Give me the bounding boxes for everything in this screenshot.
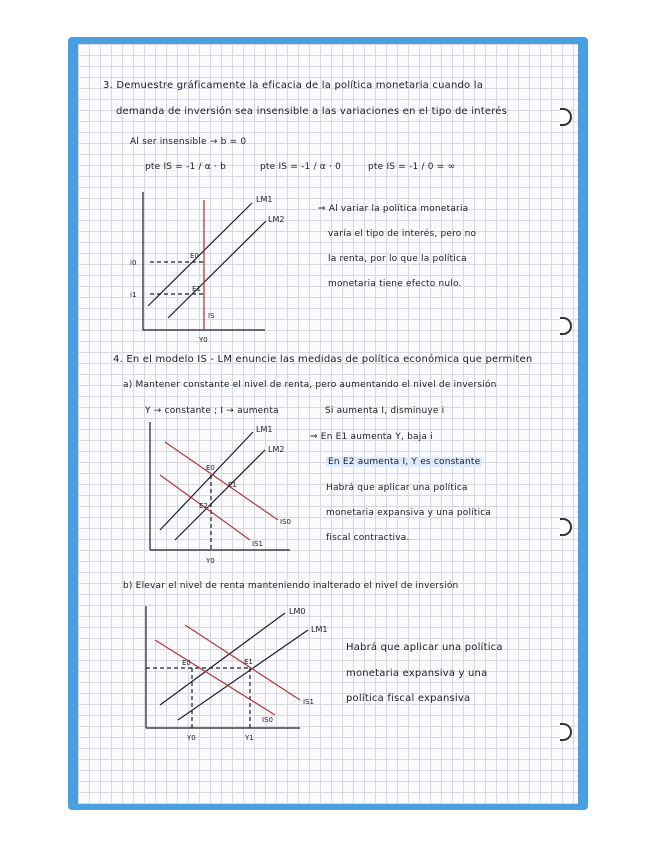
q4b-answer-line: política fiscal expansiva [346,693,471,704]
q3-answer-line: ⇒ Al variar la política monetaria [318,204,469,214]
q4a-answer-line: fiscal contractiva. [326,533,410,543]
q3-i1-label: i1 [130,291,137,299]
q4a-answer-line: monetaria expansiva y una política [326,508,492,518]
q4b-answer-line: monetaria expansiva y una [346,668,488,679]
q4a-lm2-label: LM2 [268,445,285,454]
q4b-lm1-label: LM1 [311,625,328,634]
q4a-answer-line: Habrá que aplicar una política [326,483,468,493]
q4b-is0-label: IS0 [262,716,273,724]
q4a-e1-label: E1 [228,481,237,489]
q3-lm2-label: LM2 [268,215,285,224]
q4-line1: 4. En el modelo IS - LM enuncie las medidas de política económica que permiten [113,354,533,365]
q4b-e0-label: E0 [182,659,191,667]
q3-slope3: pte IS = -1 / 0 = ∞ [368,162,456,172]
q3-answer-line: varía el tipo de interés, pero no [328,229,477,239]
q4a-is1-label: IS1 [252,540,263,548]
q3-is-label: IS [208,312,215,320]
q3-y0-label: Y0 [199,336,208,344]
q3-line1: 3. Demuestre gráficamente la eficacia de la política monetaria cuando la [103,80,484,91]
q4b-title: b) Elevar el nivel de renta manteniendo inalterado el nivel de inversión [123,581,459,591]
q4b-lm0-label: LM0 [289,607,306,616]
q4a-answer-line: ⇒ En E1 aumenta Y, baja i [310,432,433,442]
q3-answer-line: la renta, por lo que la política [328,254,467,264]
q4a-y0-label: Y0 [206,557,215,565]
q4a-condition-1: Y → constante ; I → aumenta [145,406,279,416]
q4b-y1-label: Y1 [245,734,254,742]
q4a-e2-label: E2 [199,502,208,510]
q3-answer-line: monetaria tiene efecto nulo. [328,279,462,289]
q4a-is0-label: IS0 [280,518,291,526]
q3-i0-label: i0 [130,259,137,267]
q4b-is1-label: IS1 [303,698,314,706]
q3-lm1-label: LM1 [256,195,273,204]
q3-slope2: pte IS = -1 / α · 0 [260,162,342,172]
q4a-e0-label: E0 [206,464,215,472]
q3-premise: Al ser insensible → b = 0 [130,137,247,147]
q4b-y0-label: Y0 [187,734,196,742]
q4a-answer-line-highlighted: En E2 aumenta I, Y es constante [328,457,481,467]
q4b-answer-line: Habrá que aplicar una política [346,642,503,653]
q3-e0-label: E0 [190,252,199,260]
q4a-title: a) Mantener constante el nivel de renta, pero aumentando el nivel de inversión [123,380,497,390]
q3-e1-label: E1 [192,285,201,293]
q4b-e1-label: E1 [244,658,253,666]
q4a-condition-2: Si aumenta I, disminuye i [325,406,445,416]
q3-line2: demanda de inversión sea insensible a las variaciones en el tipo de interés [116,106,508,117]
q3-slope1: pte IS = -1 / α · b [145,162,227,172]
q4a-lm1-label: LM1 [256,425,273,434]
